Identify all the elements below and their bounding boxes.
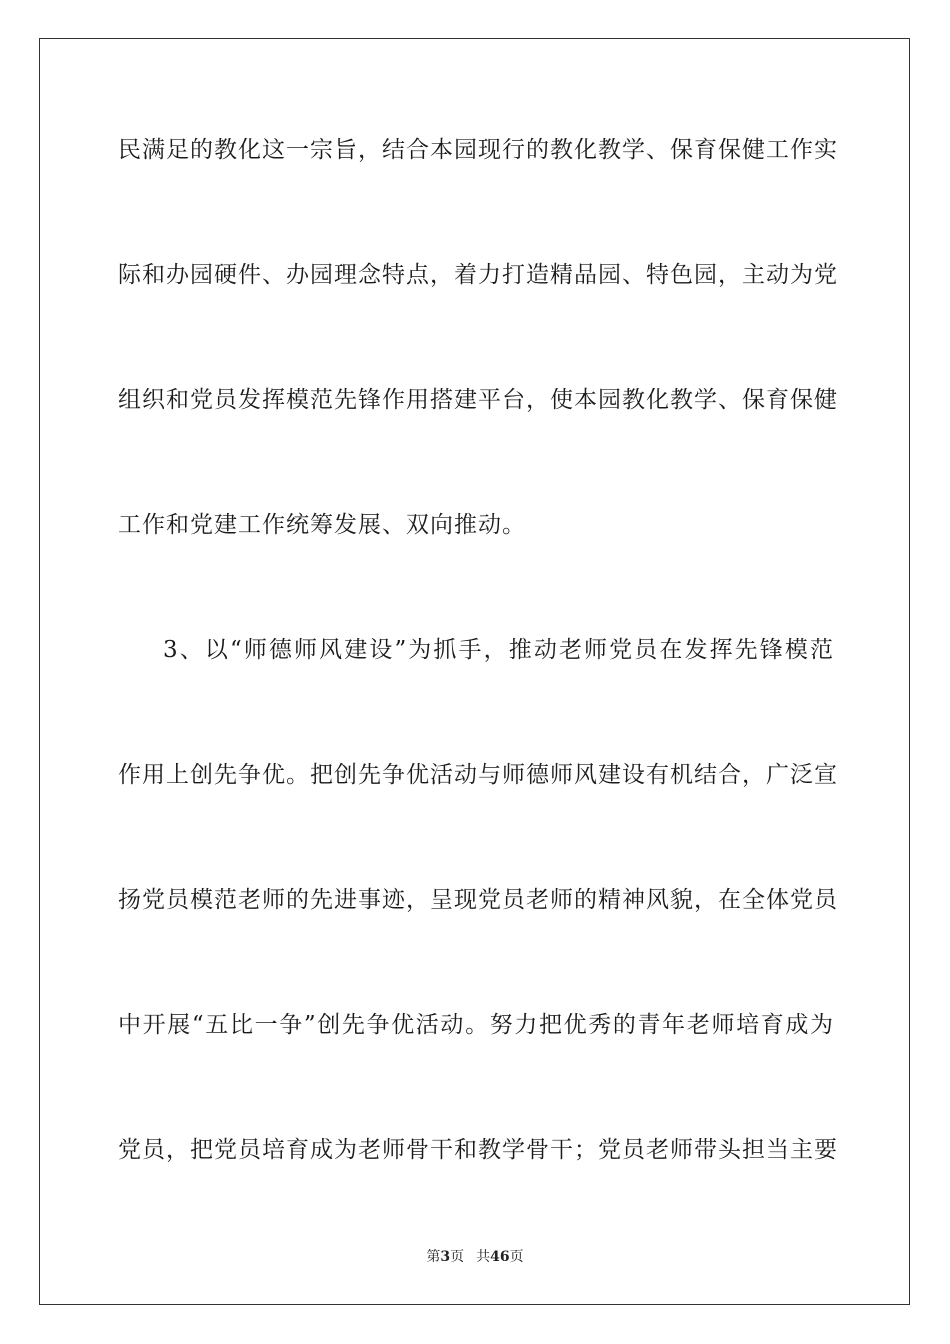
paragraph-line-2: 际和办园硬件、办园理念特点，着力打造精品园、特色园，主动为党 [118, 262, 838, 288]
paragraph-line-5: 3、以“师德师风建设”为抓手，推动老师党员在发挥先锋模范 [163, 637, 834, 663]
paragraph-line-8: 中开展“五比一争”创先争优活动。努力把优秀的青年老师培育成为 [118, 1012, 834, 1038]
total-pages: 46 [490, 1249, 510, 1265]
paragraph-line-9: 党员，把党员培育成为老师骨干和教学骨干；党员老师带头担当主要 [118, 1137, 838, 1163]
page-footer [0, 1248, 950, 1266]
paragraph-line-1: 民满足的教化这一宗旨，结合本园现行的教化教学、保育保健工作实 [118, 137, 838, 163]
page-suffix: 页 [450, 1249, 465, 1265]
paragraph-line-4: 工作和党建工作统筹发展、双向推动。 [118, 512, 526, 538]
total-prefix: 共 [476, 1249, 491, 1265]
paragraph-line-6: 作用上创先争优。把创先争优活动与师德师风建设有机结合，广泛宣 [118, 762, 838, 788]
paragraph-line-7: 扬党员模范老师的先进事迹，呈现党员老师的精神风貌，在全体党员 [118, 887, 838, 913]
page-prefix: 第 [426, 1249, 441, 1265]
page-border [39, 38, 910, 1305]
total-suffix: 页 [509, 1249, 524, 1265]
page-number: 3 [440, 1249, 451, 1265]
paragraph-line-3: 组织和党员发挥模范先锋作用搭建平台，使本园教化教学、保育保健 [118, 387, 838, 413]
